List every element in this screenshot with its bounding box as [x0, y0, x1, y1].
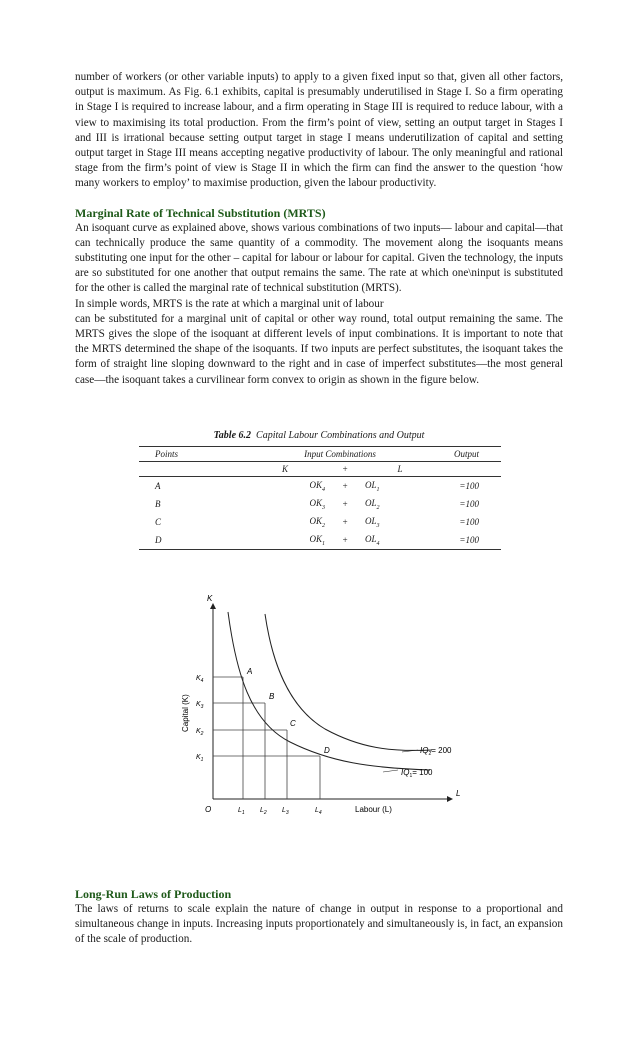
row-plus: + [341, 499, 349, 509]
row-plus: + [341, 481, 349, 491]
x-axis-letter: L [456, 789, 461, 798]
sub-k: K [245, 462, 325, 477]
page [75, 70, 563, 946]
isoquant-graph [170, 592, 470, 842]
row-k: $OK_3$ [309, 497, 325, 511]
y-axis-letter: K [207, 594, 213, 603]
paragraph-longrun: The laws of returns to scale explain the nature of change in output in response to a proportional and simultaneous change in inputs. Increasing inputs proportionately and simultaneously is, in fact, an expansion of the scale of production. [75, 903, 563, 946]
tick-k2: $K_2$ [196, 728, 204, 737]
paragraph-mrts-2: In simple words, MRTS is the rate at which a marginal unit of labour [75, 297, 384, 310]
point-a: A [247, 667, 253, 676]
row-point: B [155, 499, 161, 509]
table-number: Table 6.2 [213, 430, 252, 441]
row-output: =100 [459, 517, 479, 527]
row-output: =100 [435, 531, 501, 550]
combinations-table [139, 446, 501, 550]
row-point: D [139, 531, 245, 550]
tick-k3: $K_3$ [196, 701, 204, 710]
row-l: $OL_4$ [365, 531, 435, 550]
y-axis-label: Capital (K) [181, 694, 190, 732]
longrun-heading: Long-Run Laws of Production [75, 887, 232, 901]
col-points: Points [139, 447, 245, 462]
guide-lines [213, 677, 320, 799]
table-row [139, 477, 501, 496]
paragraph-mrts-1: An isoquant curve as explained above, shows various combinations of two inputs— labour and capital—that can technically produce the same quantity of a commodity. The movement along the isoquants means substituting one input for the other – capital for labour or labour for capital. Given the technology, the inputs are so substituted for one another that output remains the same. The rate at which one\ninput is substituted for the other is called the marginal rate of technical substitution (MRTS). [75, 221, 563, 295]
isoquant-iq2 [265, 614, 432, 750]
tick-l2: $L_2$ [260, 807, 267, 816]
row-plus: + [341, 517, 349, 527]
row-output: =100 [459, 481, 479, 491]
sub-l: L [365, 462, 435, 477]
row-k: $OK_4$ [309, 479, 325, 493]
tick-l4: $L_4$ [315, 807, 322, 816]
mrts-heading: Marginal Rate of Technical Substitution (MRTS) [75, 205, 326, 220]
point-c: C [290, 719, 296, 728]
point-d: D [324, 746, 330, 755]
tick-l3: $L_3$ [282, 807, 289, 816]
paragraph-mrts-3: can be substituted for a marginal unit of capital or other way round, total output remaining the same. The MRTS gives the slope of the isoquant at different levels of input combinations. It is important to note that the MRTS determined the shape of the isoquants. If two inputs are perfect substitutes, the isoquant takes the form of straight line sloping downward to the right and in case of imperfect substitutes—the most general case—the isoquant takes a curvilinear form convex to origin as shown in the figure below. [75, 312, 563, 386]
row-l: $OL_3$ [365, 515, 380, 529]
iq2-label: $IQ_2= 200$ [420, 746, 452, 757]
tick-l1: $L_1$ [238, 807, 245, 816]
table-row [139, 495, 501, 513]
col-input: Input Combinations [245, 447, 435, 462]
point-b: B [269, 692, 275, 701]
table-caption [75, 430, 563, 441]
row-k: $OK_1$ [245, 531, 325, 550]
paragraph-stages: number of workers (or other variable inputs) to apply to a given fixed input so that, given all other factors, output is maximum. As Fig. 6.1 exhibits, capital is presumably underutilised in Stage I. So a firm operating in Stage I is required to increase labour, and a firm operating in Stage III is required to reduce labour, with a view to maximising its total production. From the firm’s point of view, setting an output target in Stages I and III is irrational because setting output target in stage I means underutilization of capital and setting output target in Stage III means accepting negative productivity of labour. The only meaningful and rational stage from the firm’s point of view is Stage II in which the firm can find the answer to the question ‘how many workers to employ’ to maximise production, given the labour productivity. [75, 71, 563, 190]
iq1-label: $IQ_1= 100$ [401, 768, 433, 779]
row-l: $OL_2$ [365, 497, 380, 511]
table-row [139, 513, 501, 531]
tick-k1: $K_1$ [196, 754, 204, 763]
row-l: $OL_1$ [365, 479, 380, 493]
row-output: =100 [459, 499, 479, 509]
row-k: $OK_2$ [309, 515, 325, 529]
table-title: Capital Labour Combinations and Output [256, 430, 425, 441]
row-point: C [155, 517, 162, 527]
x-axis-label: Labour (L) [355, 805, 392, 814]
longrun-section [75, 886, 563, 948]
col-output: Output [435, 447, 501, 462]
origin-label: O [205, 805, 212, 814]
tick-k4: $K_4$ [196, 675, 204, 684]
row-point: A [155, 481, 161, 491]
sub-plus: + [325, 462, 365, 477]
table-row [139, 531, 501, 550]
row-plus: + [325, 531, 365, 550]
